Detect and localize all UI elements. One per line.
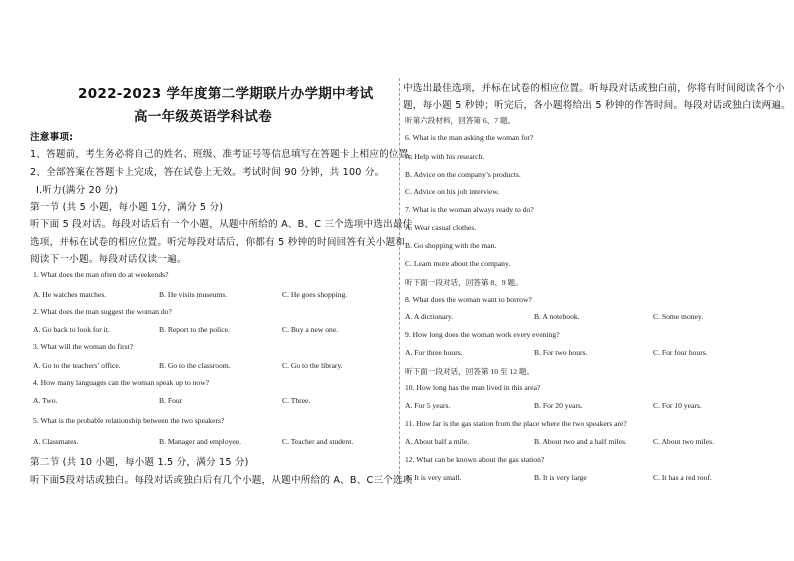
option-8b: B. A notebook. [534,312,580,321]
question-1: 1. What does the man often do at weekends? [33,270,169,279]
option-11b: B. About two and a half miles. [534,437,627,446]
section-1-instructions-1: 听下面 5 段对话。每段对话后有一个小题，从题中所给的 A、B、C 三个选项中选出最佳 [30,219,413,230]
question-5: 5. What is the probable relationship between the two speakers? [33,416,225,425]
section-1-title: 第一节 (共 5 小题，每小题 1分，满分 5 分) [30,202,224,213]
section-1-instructions-3: 阅读下一小题。每段对话仅读一遍。 [30,254,187,265]
question-8: 8. What does the woman want to borrow? [405,295,532,304]
option-9a: A. For three hours. [405,348,463,357]
option-10a: A. For 5 years. [405,401,451,410]
option-6c: C. Advice on his job interview. [405,187,500,196]
option-5a: A. Classmates. [33,437,79,446]
column-divider [399,78,400,484]
section-2-instructions-1: 听下面5段对话或独白。每段对话或独白后有几个小题，从题中所给的 A、B、C三个选项 [30,475,413,486]
option-3c: C. Go to the library. [282,361,343,370]
option-12b: B. It is very large [534,473,587,482]
question-10: 10. How long has the man lived in this area? [405,383,541,392]
option-10c: C. For 10 years. [653,401,702,410]
option-4b: B. Four [159,396,183,405]
option-3b: B. Go to the classroom. [159,361,231,370]
option-10b: B. For 20 years. [534,401,583,410]
question-6: 6. What is the man asking the woman for? [405,133,534,142]
question-4: 4. How many languages can the woman speak up to now? [33,378,210,387]
exam-subtitle: 高一年级英语学科试卷 [134,109,272,125]
option-9b: B. For two hours. [534,348,588,357]
option-5c: C. Teacher and student. [282,437,354,446]
option-2a: A. Go back to look for it. [33,325,110,334]
question-7: 7. What is the woman always ready to do? [405,205,534,214]
question-9: 9. How long does the woman work every evening? [405,330,560,339]
exam-title: 2022-2023 学年度第二学期联片办学期中考试 [78,86,374,102]
section-1-instructions-2: 选项，并标在试卷的相应位置。听完每段对话后，你都有 5 秒钟的时间回答有关小题和 [30,237,406,248]
option-7c: C. Learn more about the company. [405,259,511,268]
option-8c: C. Some money. [653,312,704,321]
section-2-instructions-2: 中选出最佳选项，并标在试卷的相应位置。听每段对话或独白前，你将有时间阅读各个小 [403,83,785,94]
section-2-instructions-3: 题，每小题 5 秒钟；听完后，各小题将给出 5 秒钟的作答时间。每段对话或独白读两遍。 [403,100,791,111]
option-7a: A. Wear casual clothes. [405,223,477,232]
question-11: 11. How far is the gas station from the place where the two speakers are? [405,419,627,428]
option-8a: A. A dictionary. [405,312,454,321]
instruction-6-7: 听第六段材料，回答第 6、7 题。 [405,116,516,125]
option-7b: B. Go shopping with the man. [405,241,497,250]
notes-heading: 注意事项: [30,132,74,143]
notes-item-2: 2、全部答案在答题卡上完成，答在试卷上无效。考试时间 90 分钟，共 100 分。 [30,167,385,178]
section-2-title: 第二节 (共 10 小题，每小题 1.5 分，满分 15 分) [30,457,249,468]
option-1c: C. He goes shopping. [282,290,348,299]
instruction-10-12: 听下面一段对话，回答第 10 至 12 题。 [405,367,535,376]
option-11c: C. About two miles. [653,437,714,446]
instruction-8-9: 听下面一段对话，回答第 8、9 题。 [405,278,523,287]
option-5b: B. Manager and employee. [159,437,242,446]
option-12a: A. It is very small. [405,473,462,482]
question-3: 3. What will the woman do first? [33,342,134,351]
listening-part-title: Ⅰ.听力(满分 20 分) [36,185,119,196]
option-6a: A. Help with his research. [405,152,485,161]
option-1a: A. He watches matches. [33,290,107,299]
question-12: 12. What can be known about the gas station? [405,455,545,464]
option-11a: A. About half a mile. [405,437,470,446]
question-2: 2. What does the man suggest the woman do? [33,307,172,316]
option-2b: B. Report to the police. [159,325,230,334]
option-2c: C. Buy a new one. [282,325,339,334]
option-4a: A. Two. [33,396,58,405]
option-12c: C. It has a red roof. [653,473,712,482]
option-4c: C. Three. [282,396,311,405]
option-9c: C. For four hours. [653,348,708,357]
notes-item-1: 1、答题前，考生务必将自己的姓名、班级、准考证号等信息填写在答题卡上相应的位置。 [30,149,419,160]
option-1b: B. He visits museums. [159,290,228,299]
option-6b: B. Advice on the company’s products. [405,170,521,179]
option-3a: A. Go to the teachers’ office. [33,361,121,370]
